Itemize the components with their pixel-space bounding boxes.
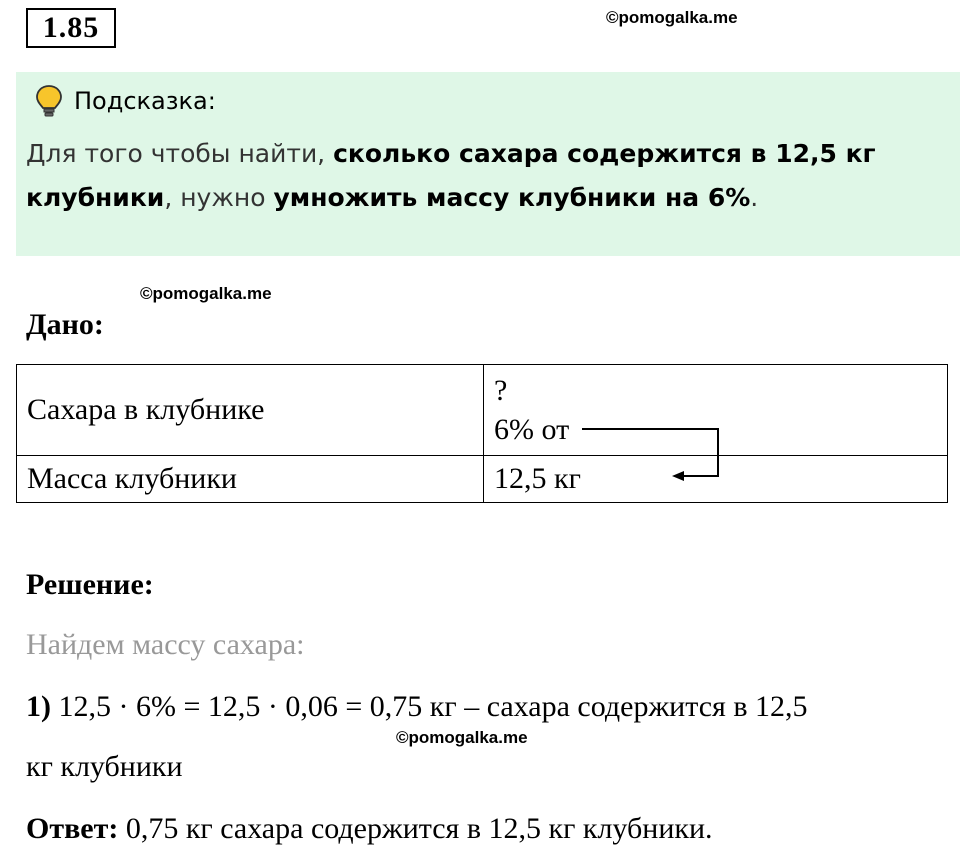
answer-text: 0,75 кг сахара содержится в 12,5 кг клубники. (118, 812, 713, 845)
watermark-top: ©pomogalka.me (606, 8, 738, 27)
hint-text-part: . (750, 183, 759, 212)
relation-arrow (580, 420, 730, 490)
table-row (17, 456, 948, 503)
solution-step (26, 690, 808, 724)
hint-text (26, 132, 936, 220)
hint-title-text: Подсказка: (74, 87, 216, 115)
lightbulb-icon (34, 84, 64, 118)
step-text: 12,5 · 6% = 12,5 · 0,06 = 0,75 кг – сахара содержится в 12,5 (51, 690, 808, 723)
watermark-bottom: ©pomogalka.me (396, 728, 528, 747)
given-heading: Дано: (26, 308, 104, 341)
solution-intro: Найдем массу сахара: (26, 628, 305, 661)
solution-step-cont: кг клубники (26, 750, 183, 783)
table-cell-label: Сахара в клубнике (17, 365, 484, 456)
percent-of-text: 6% от (494, 413, 570, 446)
given-table (16, 364, 948, 503)
watermark-middle: ©pomogalka.me (140, 284, 272, 303)
answer (26, 812, 713, 846)
table-cell-label: Масса клубники (17, 456, 484, 503)
step-number: 1) (26, 690, 51, 723)
hint-bold-part: умножить массу клубники на 6% (273, 183, 751, 212)
hint-title (34, 84, 216, 118)
task-number: 1.85 (26, 8, 116, 48)
hint-text-part: , нужно (164, 183, 274, 212)
answer-label: Ответ: (26, 812, 119, 845)
table-row (17, 365, 948, 456)
question-mark: ? (494, 374, 508, 407)
hint-bold-part: сколько сахара содержится в 12,5 кг клубники (26, 139, 876, 212)
solution-heading: Решение: (26, 568, 154, 601)
table-cell-value: 12,5 кг (484, 456, 948, 503)
hint-text-part: Для того чтобы найти, (26, 139, 334, 168)
